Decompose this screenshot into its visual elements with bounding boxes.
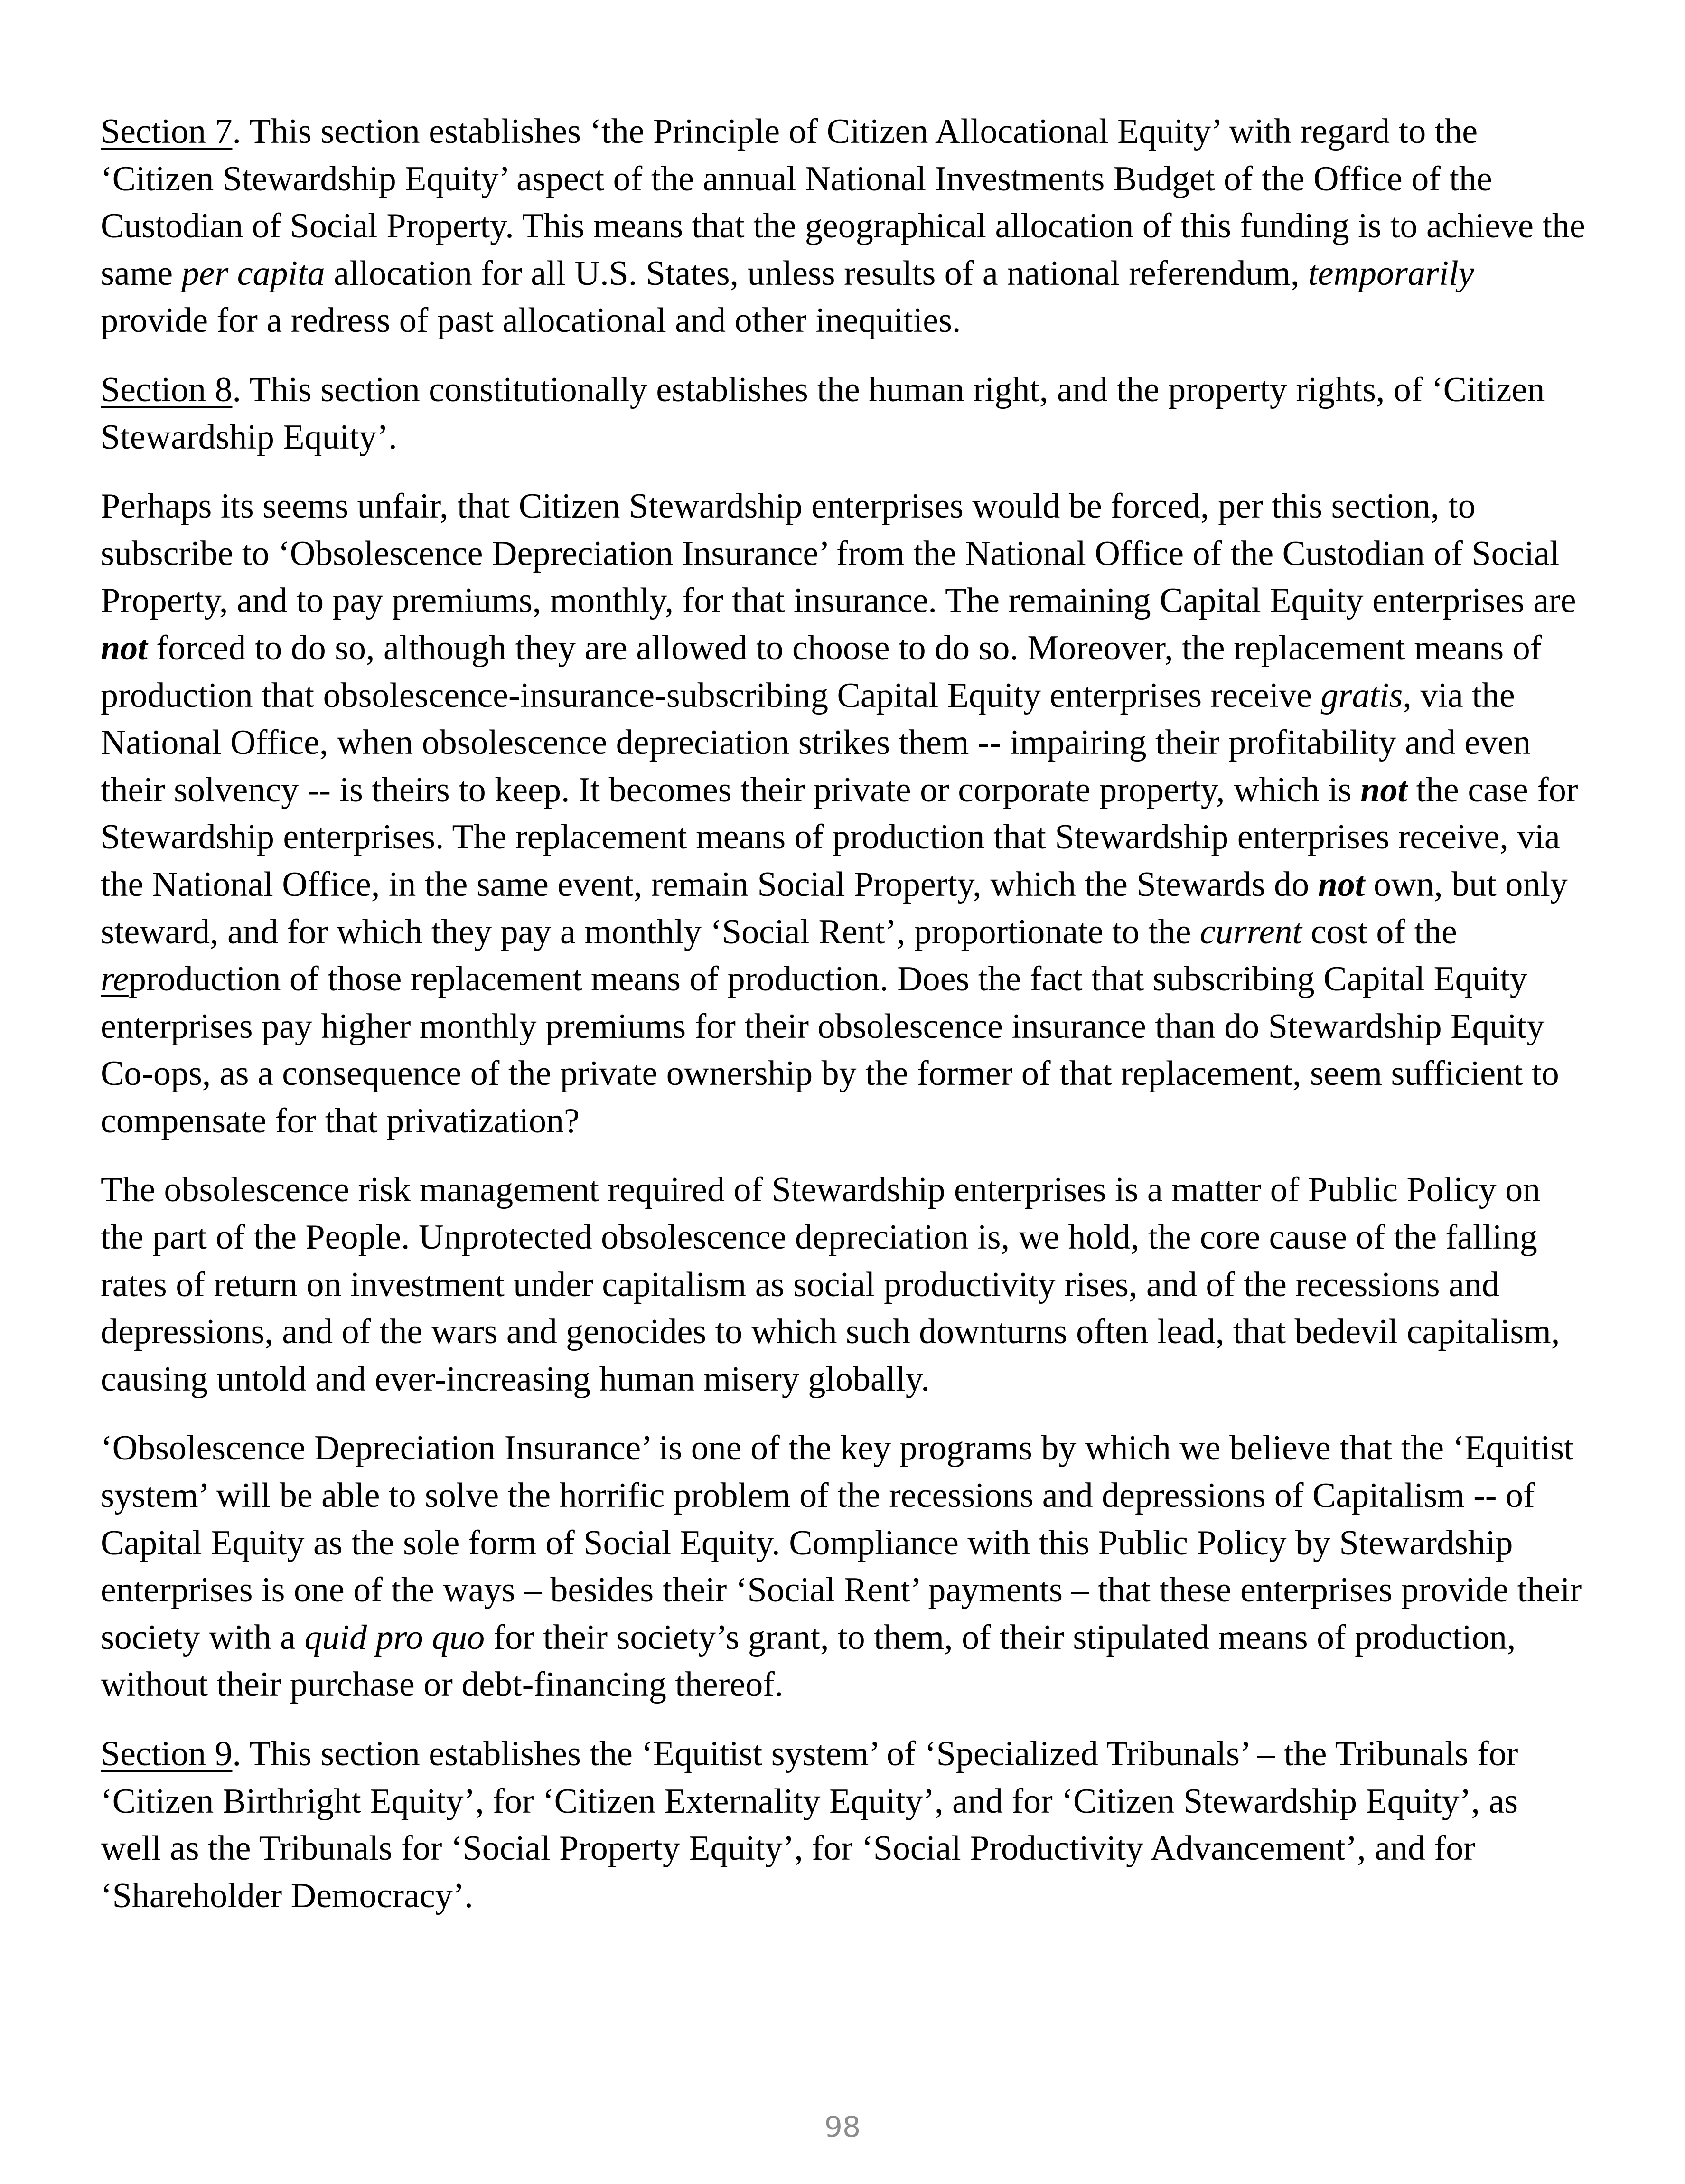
text-run: not (1318, 865, 1365, 904)
text-run: provide for a redress of past allocational and other inequities. (101, 301, 961, 340)
text-run: the case for Stewardship enterprises. The replacement means of production that Stewardship enterprises receive, via the National Office, in the same event, remain Social Property, which the Stewards do (101, 770, 1578, 904)
text-run: cost of the (1302, 912, 1457, 951)
text-run: forced to do so, although they are allowed to choose to do so. Moreover, the replacement means of production that obsolescence-insurance-subscribing Capital Equity enterprises receive (101, 628, 1542, 715)
paragraph-section-9 (101, 1731, 1586, 1920)
text-run: Section 8 (101, 370, 233, 409)
text-run: , via the National Office, when obsolescence depreciation strikes them -- impairing their profitability and even their solvency -- is theirs to keep. It becomes their private or corporate property, which is (101, 676, 1531, 810)
paragraph-risk-management-policy (101, 1167, 1586, 1403)
text-run: . This section establishes ‘the Principle of Citizen Allocational Equity’ with regard to the ‘Citizen Stewardship Equity’ aspect of the annual National Investments Budget of the Office of the Custodian of Social Property. This means that the geographical allocation of this funding is to achieve the same (101, 112, 1585, 293)
text-run: current (1200, 912, 1302, 951)
text-run: own, but only steward, and for which they pay a monthly ‘Social Rent’, proportionate to the (101, 865, 1568, 951)
text-run: re (101, 960, 129, 999)
paragraph-obsolescence-insurance-fairness (101, 483, 1586, 1145)
text-run: . This section constitutionally establishes the human right, and the property rights, of ‘Citizen Stewardship Equity’. (101, 370, 1545, 457)
text-run: Section 7 (101, 112, 233, 151)
paragraph-section-8 (101, 367, 1586, 461)
paragraph-section-7 (101, 108, 1586, 345)
text-run: ‘Obsolescence Depreciation Insurance’ is one of the key programs by which we believe that the ‘Equitist system’ will be able to solve the horrific problem of the recessions and depressions of Capitalism -- of Capital Equity as the sole form of Social Equity. Compliance with this Public Policy by Stewardship enterprises is one of the ways – besides their ‘Social Rent’ payments – that these enterprises provide their society with a (101, 1429, 1582, 1657)
text-run: Perhaps its seems unfair, that Citizen Stewardship enterprises would be forced, per this section, to subscribe to ‘Obsolescence Depreciation Insurance’ from the National Office of the Custodian of Social Property, and to pay premiums, monthly, for that insurance. The remaining Capital Equity enterprises are (101, 487, 1576, 621)
document-body (101, 108, 1586, 1941)
text-run: temporarily (1308, 254, 1474, 293)
text-run: . This section establishes the ‘Equitist system’ of ‘Specialized Tribunals’ – the Tribunals for ‘Citizen Birthright Equity’, for ‘Citizen Externality Equity’, and for ‘Citizen Stewardship Equity’, as well as the Tribunals for ‘Social Property Equity’, for ‘Social Productivity Advancement’, and for ‘Shareholder Democracy’. (101, 1734, 1518, 1915)
paragraph-insurance-key-program (101, 1425, 1586, 1709)
text-run: per capita (181, 254, 325, 293)
text-run: not (101, 628, 148, 668)
page-number: 98 (824, 2110, 861, 2144)
text-run: production of those replacement means of production. Does the fact that subscribing Capital Equity enterprises pay higher monthly premiums for their obsolescence insurance than do Stewardship Equity Co-ops, as a consequence of the private ownership by the former of that replacement, seem sufficient to compensate for that privatization? (101, 960, 1559, 1140)
text-run: not (1360, 770, 1407, 810)
text-run: quid pro quo (304, 1618, 485, 1657)
text-run: gratis (1320, 676, 1403, 715)
text-run: allocation for all U.S. States, unless results of a national referendum, (325, 254, 1309, 293)
text-run: Section 9 (101, 1734, 233, 1773)
text-run: The obsolescence risk management required of Stewardship enterprises is a matter of Public Policy on the part of the People. Unprotected obsolescence depreciation is, we hold, the core cause of the falling rates of return on investment under capitalism as social productivity rises, and of the recessions and depressions, and of the wars and genocides to which such downturns often lead, that bedevil capitalism, causing untold and ever-increasing human misery globally. (101, 1170, 1560, 1399)
text-run: for their society’s grant, to them, of their stipulated means of production, without their purchase or debt-financing thereof. (101, 1618, 1516, 1704)
